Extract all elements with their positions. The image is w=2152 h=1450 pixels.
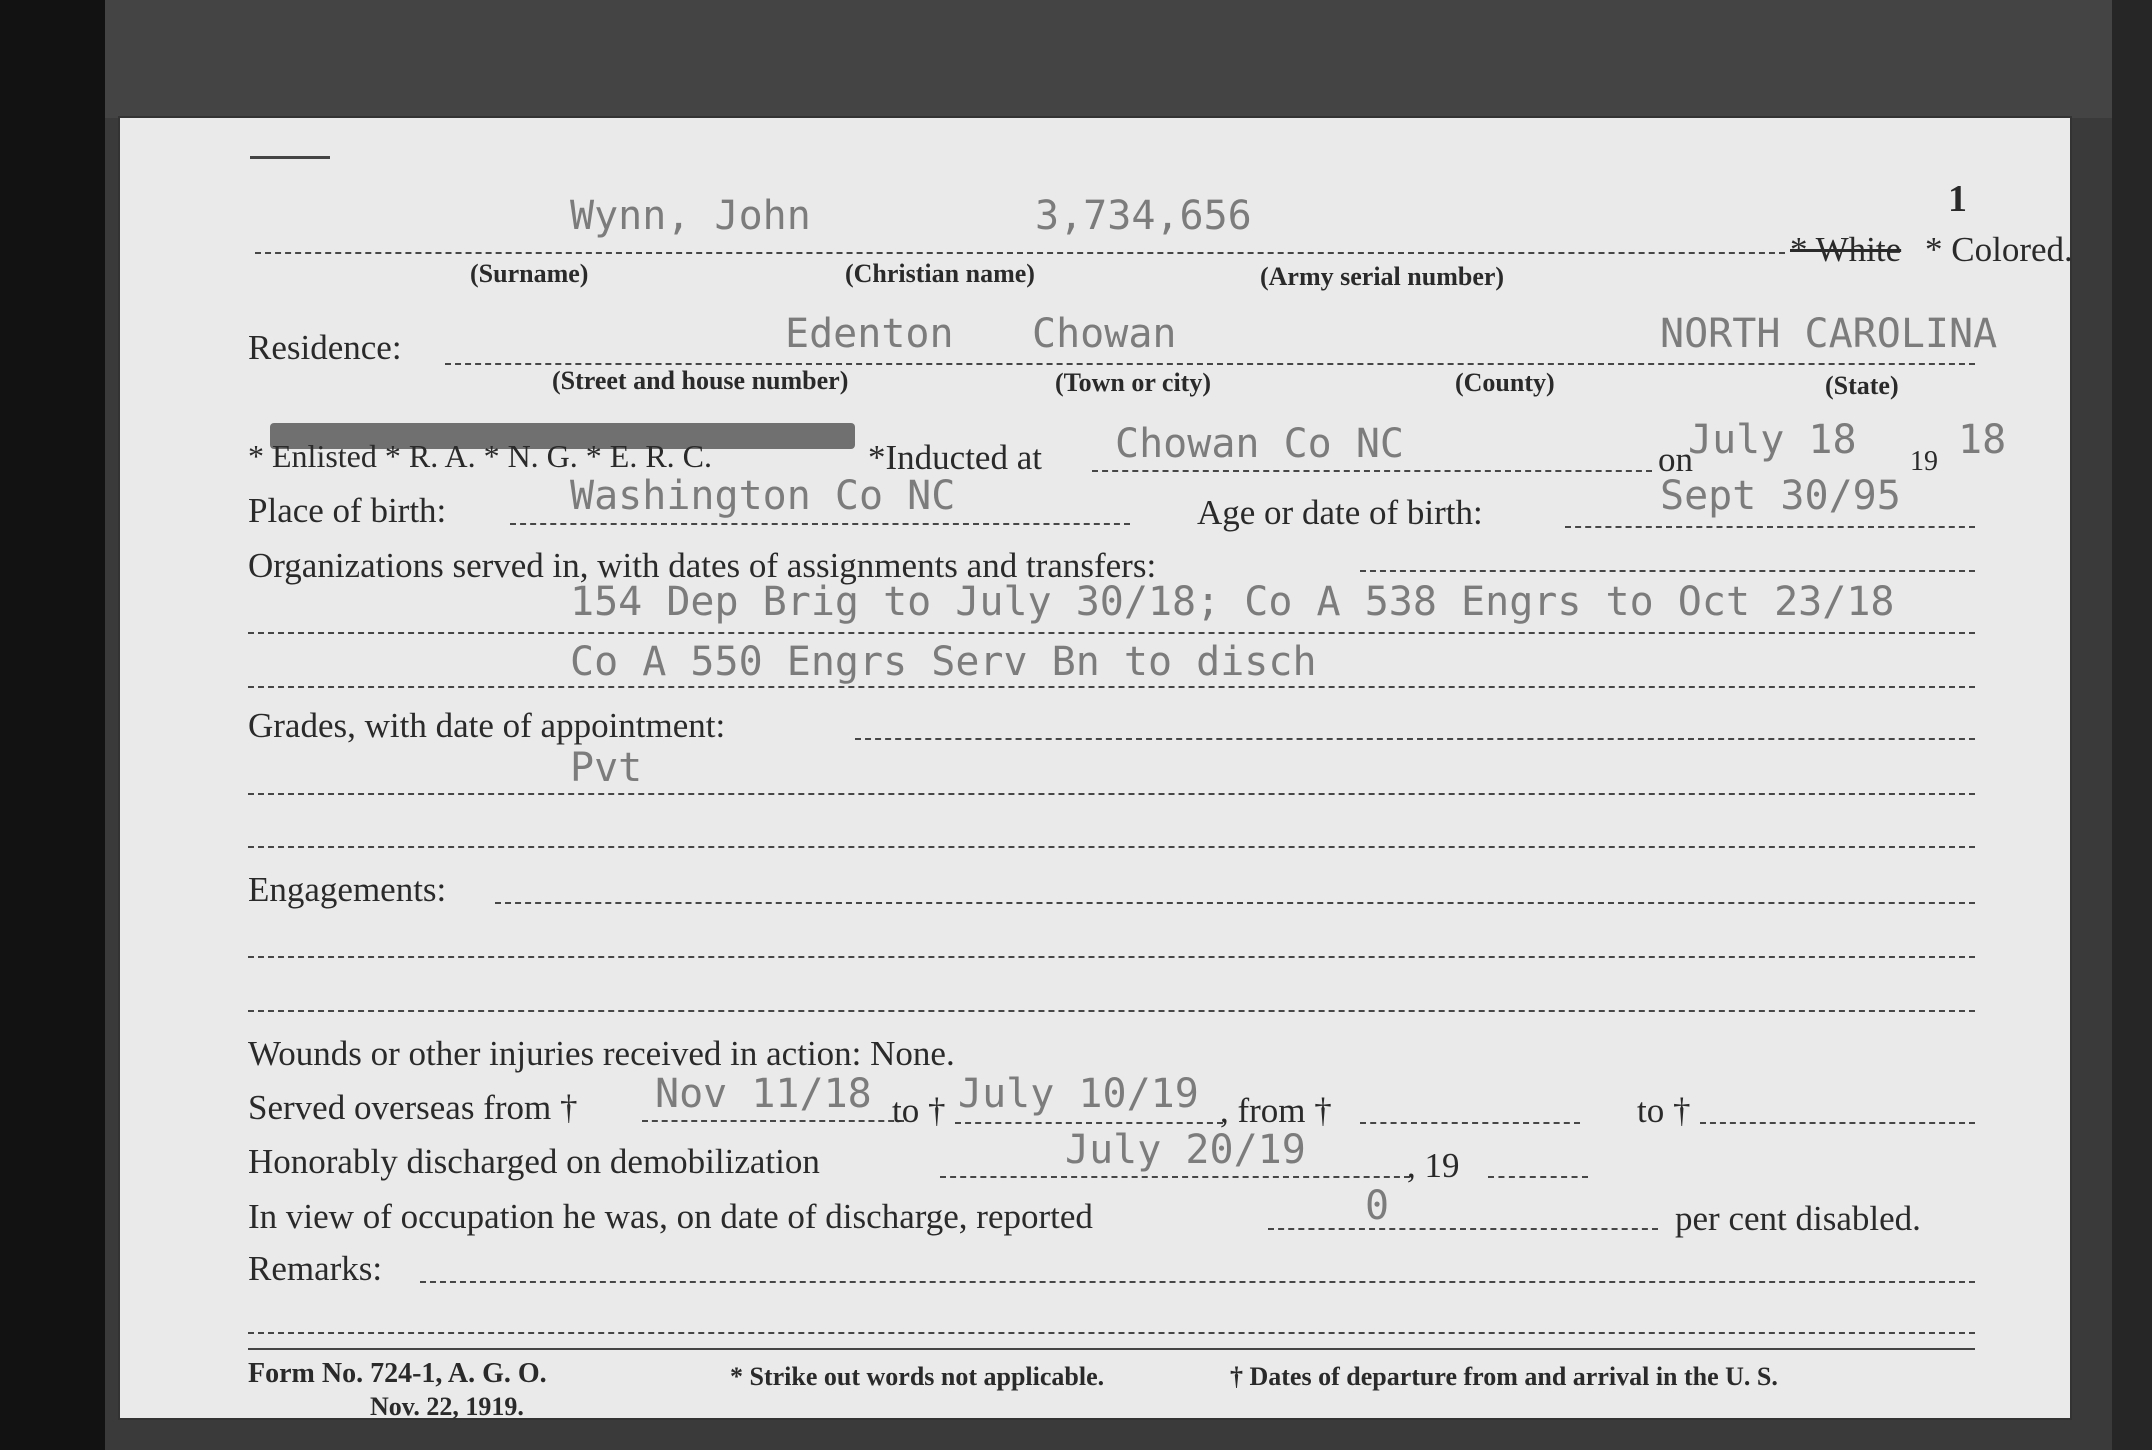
state-caption: (State) (1825, 371, 1899, 400)
engagements-line-2 (248, 1010, 1975, 1012)
residence-county-value: Chowan (1032, 311, 1177, 357)
date-of-birth-line (1565, 526, 1975, 528)
street-caption: (Street and house number) (552, 366, 849, 395)
overseas-from-line (642, 1120, 904, 1122)
engagements-label: Engagements: (248, 870, 447, 909)
surname-caption: (Surname) (470, 259, 589, 288)
on-label: on (1658, 440, 1693, 479)
discharge-label: Honorably discharged on demobilization (248, 1142, 820, 1181)
overseas-from2-line (1360, 1122, 1580, 1124)
induction-date-value: July 18 (1688, 417, 1857, 463)
film-border-top (105, 0, 2112, 118)
engagements-line-1 (248, 956, 1975, 958)
residence-line (445, 363, 1975, 365)
inducted-place-value: Chowan Co NC (1115, 421, 1404, 467)
card-number: 1 (1948, 178, 1967, 220)
disability-value: 0 (1365, 1183, 1390, 1229)
grades-value: Pvt (570, 745, 643, 791)
discharge-date-line (940, 1176, 1410, 1178)
residence-label: Residence: (248, 328, 402, 367)
wounds-statement: Wounds or other injuries received in action: None. (248, 1034, 955, 1073)
overseas-to-label: to † (892, 1091, 946, 1130)
overseas-from-value: Nov 11/18 (655, 1071, 872, 1117)
strike-out-note: * Strike out words not applicable. (730, 1362, 1105, 1391)
discharge-date-value: July 20/19 (1065, 1127, 1306, 1173)
remarks-line-0 (420, 1281, 1975, 1283)
organizations-line-1 (248, 632, 1975, 634)
organizations-line1-value: 154 Dep Brig to July 30/18; Co A 538 Engrs to Oct 23/18 (570, 579, 1895, 625)
remarks-line-1 (248, 1332, 1975, 1334)
overseas-from2-label: , from † (1220, 1091, 1332, 1130)
form-number: Form No. 724-1, A. G. O. (248, 1358, 547, 1389)
organizations-line-0 (1360, 570, 1975, 572)
overseas-to-line (955, 1122, 1223, 1124)
serial-number-caption: (Army serial number) (1260, 262, 1505, 291)
age-date-of-birth-label: Age or date of birth: (1197, 493, 1483, 532)
christian-name-caption: (Christian name) (845, 259, 1035, 288)
film-border-left (0, 0, 105, 1450)
induction-year-value: 18 (1958, 417, 2007, 463)
place-of-birth-line (510, 523, 1130, 525)
inducted-at-label: *Inducted at (868, 438, 1042, 477)
residence-state-value: NORTH CAROLINA (1660, 311, 1998, 357)
date-of-birth-value: Sept 30/95 (1660, 473, 1901, 519)
disability-label: In view of occupation he was, on date of discharge, reported (248, 1197, 1093, 1236)
discharge-year-suffix: , 19 (1407, 1146, 1460, 1185)
remarks-label: Remarks: (248, 1249, 383, 1288)
film-border-right (2112, 0, 2152, 1450)
engagements-line-0 (495, 902, 1975, 904)
discharge-year-line (1488, 1176, 1588, 1178)
footer-rule (248, 1348, 1975, 1350)
disability-suffix: per cent disabled. (1675, 1199, 1921, 1238)
disability-line (1268, 1228, 1658, 1230)
dates-note: † Dates of departure from and arrival in the U. S. (1230, 1362, 1778, 1391)
organizations-label: Organizations served in, with dates of assignments and transfers: (248, 546, 1157, 585)
overseas-to-value: July 10/19 (958, 1071, 1199, 1117)
name-line (255, 252, 1785, 254)
induction-year-prefix: 19 (1910, 446, 1938, 477)
served-overseas-label: Served overseas from † (248, 1088, 578, 1127)
race-white-option (1790, 232, 1901, 267)
town-caption: (Town or city) (1055, 368, 1211, 397)
form-date: Nov. 22, 1919. (370, 1392, 524, 1421)
race-colored-label: * Colored. (1925, 230, 2073, 269)
race-white-label: * White (1790, 230, 1902, 269)
enlisted-options: * Enlisted * R. A. * N. G. * E. R. C. (248, 438, 713, 474)
county-caption: (County) (1455, 368, 1555, 397)
service-record-card (120, 118, 2073, 1421)
place-of-birth-value: Washington Co NC (570, 473, 956, 519)
overseas-to2-line (1700, 1122, 1975, 1124)
organizations-line-2 (248, 686, 1975, 688)
grades-line-1 (248, 793, 1975, 795)
residence-town-value: Edenton (785, 311, 954, 357)
grades-line-0 (855, 738, 1975, 740)
organizations-line2-value: Co A 550 Engrs Serv Bn to disch (570, 639, 1317, 685)
overseas-to2-label: to † (1637, 1091, 1691, 1130)
army-serial-number-value: 3,734,656 (1035, 193, 1252, 239)
place-of-birth-label: Place of birth: (248, 491, 447, 530)
corner-rule (250, 156, 330, 159)
grades-line-2 (248, 846, 1975, 848)
grades-label: Grades, with date of appointment: (248, 706, 726, 745)
inducted-place-line (1092, 470, 1652, 472)
surname-christian-name-value: Wynn, John (570, 193, 811, 239)
